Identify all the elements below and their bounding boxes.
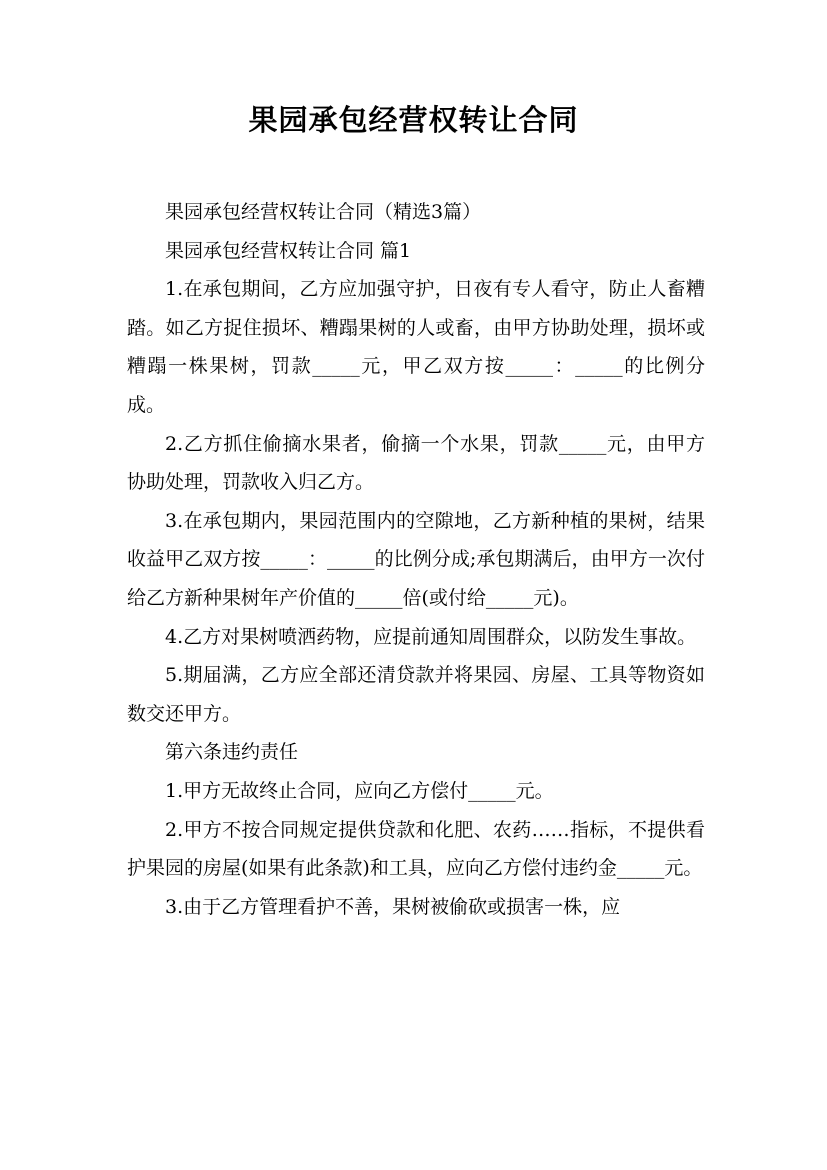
document-body [127,193,705,926]
paragraph-section-heading: 果园承包经营权转让合同 篇1 [165,239,412,262]
paragraph-liability-2: 2.甲方不按合同规定提供贷款和化肥、农药……指标，不提供看护果园的房屋(如果有此条款)和工具，应向乙方偿付违约金_____元。 [127,818,705,880]
paragraph-clause-2: 2.乙方抓住偷摘水果者，偷摘一个水果，罚款_____元，由甲方协助处理，罚款收入归乙方。 [127,432,705,494]
paragraph-liability-3: 3.由于乙方管理看护不善，果树被偷砍或损害一株，应 [165,895,621,918]
paragraph-clause-5: 5.期届满，乙方应全部还清贷款并将果园、房屋、工具等物资如数交还甲方。 [127,664,705,725]
paragraph-clause-3: 3.在承包期内，果园范围内的空隙地，乙方新种植的果树，结果收益甲乙双方按_____：_____的比例分成;承包期满后，由甲方一次付给乙方新种果树年产价值的_____倍(或付给_____元)。 [127,509,705,609]
document-title: 果园承包经营权转让合同 [248,103,579,137]
paragraph-article-6-heading: 第六条违约责任 [165,741,299,764]
paragraph-subtitle: 果园承包经营权转让合同（精选3篇） [165,201,482,223]
paragraph-clause-4: 4.乙方对果树喷洒药物，应提前通知周围群众，以防发生事故。 [165,625,697,648]
paragraph-clause-1: 1.在承包期间，乙方应加强守护，日夜有专人看守，防止人畜糟踏。如乙方捉住损坏、糟蹋果树的人或畜，由甲方协助处理，损坏或糟蹋一株果树，罚款_____元，甲乙双方按_____：_____的比例分成。 [127,278,705,416]
paragraph-liability-1: 1.甲方无故终止合同，应向乙方偿付_____元。 [165,779,554,802]
